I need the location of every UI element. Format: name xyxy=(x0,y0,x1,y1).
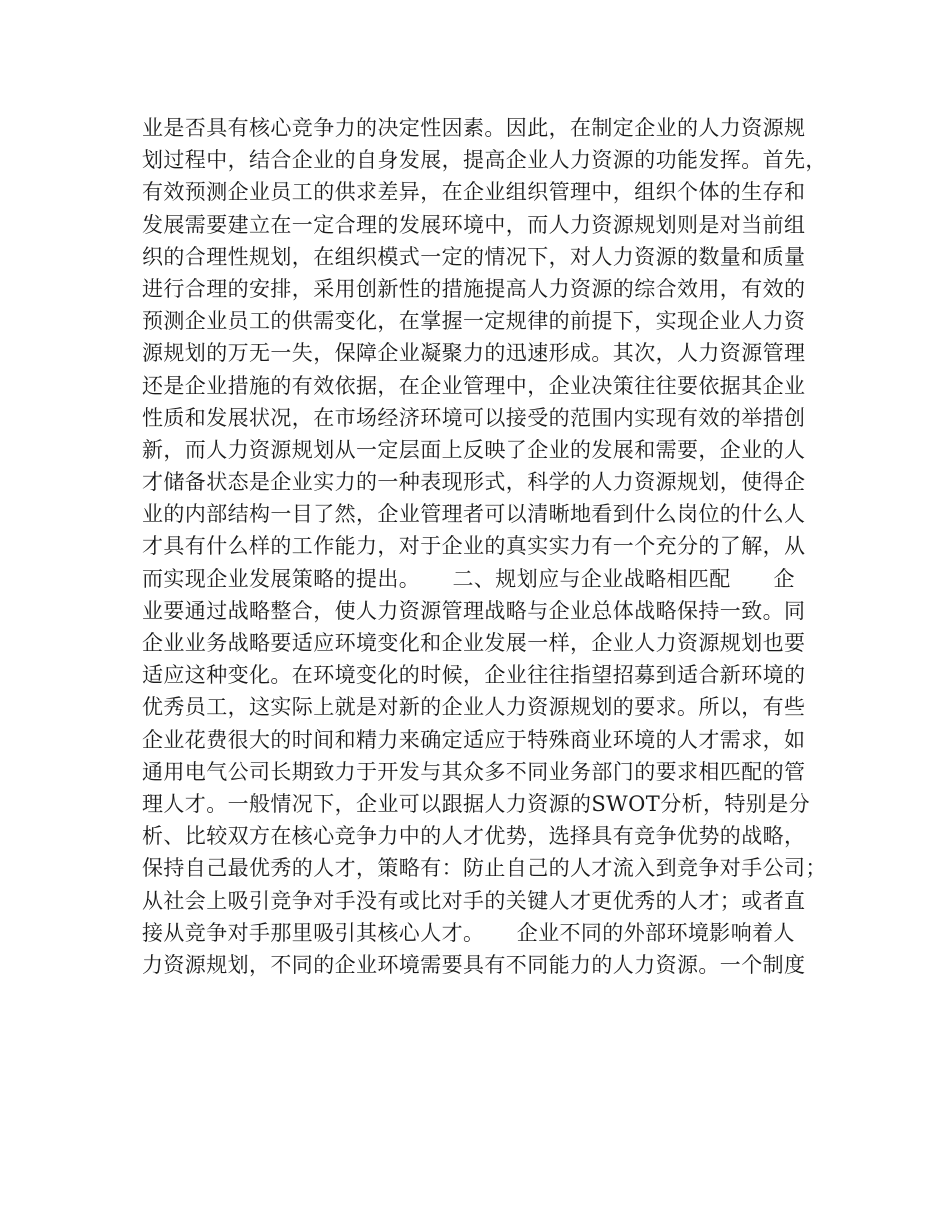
text-line: 理人才。一般情况下，企业可以跟据人力资源的SWOT分析，特别是分 xyxy=(142,791,810,816)
text-line: 从社会上吸引竞争对手没有或比对手的关键人才更优秀的人才；或者直 xyxy=(142,888,806,913)
text-line: 业要通过战略整合，使人力资源管理战略与企业总体战略保持一致。同 xyxy=(142,598,806,623)
text-line: 发展需要建立在一定合理的发展环境中，而人力资源规划则是对当前组 xyxy=(142,212,806,237)
body-text xyxy=(142,112,827,981)
text-line: 还是企业措施的有效依据，在企业管理中，企业决策往往要依据其企业 xyxy=(142,373,806,398)
text-line: 业是否具有核心竞争力的决定性因素。因此，在制定企业的人力资源规 xyxy=(142,116,806,140)
text-line: 适应这种变化。在环境变化的时候，企业往往指望招募到适合新环境的 xyxy=(142,663,806,688)
text-line: 预测企业员工的供需变化，在掌握一定规律的前提下，实现企业人力资 xyxy=(142,309,806,334)
text-line: 保持自己最优秀的人才，策略有：防止自己的人才流入到竞争对手公司； xyxy=(142,856,827,881)
text-line: 划过程中，结合企业的自身发展，提高企业人力资源的功能发挥。首先， xyxy=(142,148,827,173)
text-line: 新，而人力资源规划从一定层面上反映了企业的发展和需要，企业的人 xyxy=(142,437,806,462)
text-line: 接从竞争对手那里吸引其核心人才。 企业不同的外部环境影响着人 xyxy=(142,920,795,945)
text-line: 通用电气公司长期致力于开发与其众多不同业务部门的要求相匹配的管 xyxy=(142,759,806,784)
text-line: 织的合理性规划，在组织模式一定的情况下，对人力资源的数量和质量 xyxy=(142,244,806,269)
text-line: 有效预测企业员工的供求差异，在企业组织管理中，组织个体的生存和 xyxy=(142,180,806,205)
text-line: 源规划的万无一失，保障企业凝聚力的迅速形成。其次，人力资源管理 xyxy=(142,341,806,366)
text-line: 企业业务战略要适应环境变化和企业发展一样，企业人力资源规划也要 xyxy=(142,631,806,655)
text-line: 业的内部结构一目了然，企业管理者可以清晰地看到什么岗位的什么人 xyxy=(142,502,806,527)
text-line: 而实现企业发展策略的提出。 二、规划应与企业战略相匹配 企 xyxy=(142,566,795,591)
text-line: 优秀员工，这实际上就是对新的企业人力资源规划的要求。所以，有些 xyxy=(142,695,806,720)
text-line: 性质和发展状况，在市场经济环境可以接受的范围内实现有效的举措创 xyxy=(142,405,806,430)
text-line: 企业花费很大的时间和精力来确定适应于特殊商业环境的人才需求，如 xyxy=(142,727,806,752)
text-line: 力资源规划，不同的企业环境需要具有不同能力的人力资源。一个制度 xyxy=(142,952,806,977)
text-line: 进行合理的安排，采用创新性的措施提高人力资源的综合效用，有效的 xyxy=(142,276,806,301)
text-line: 才具有什么样的工作能力，对于企业的真实实力有一个充分的了解，从 xyxy=(142,534,806,559)
text-line: 才储备状态是企业实力的一种表现形式，科学的人力资源规划，使得企 xyxy=(142,470,806,495)
text-line: 析、比较双方在核心竞争力中的人才优势，选择具有竞争优势的战略， xyxy=(142,824,806,849)
